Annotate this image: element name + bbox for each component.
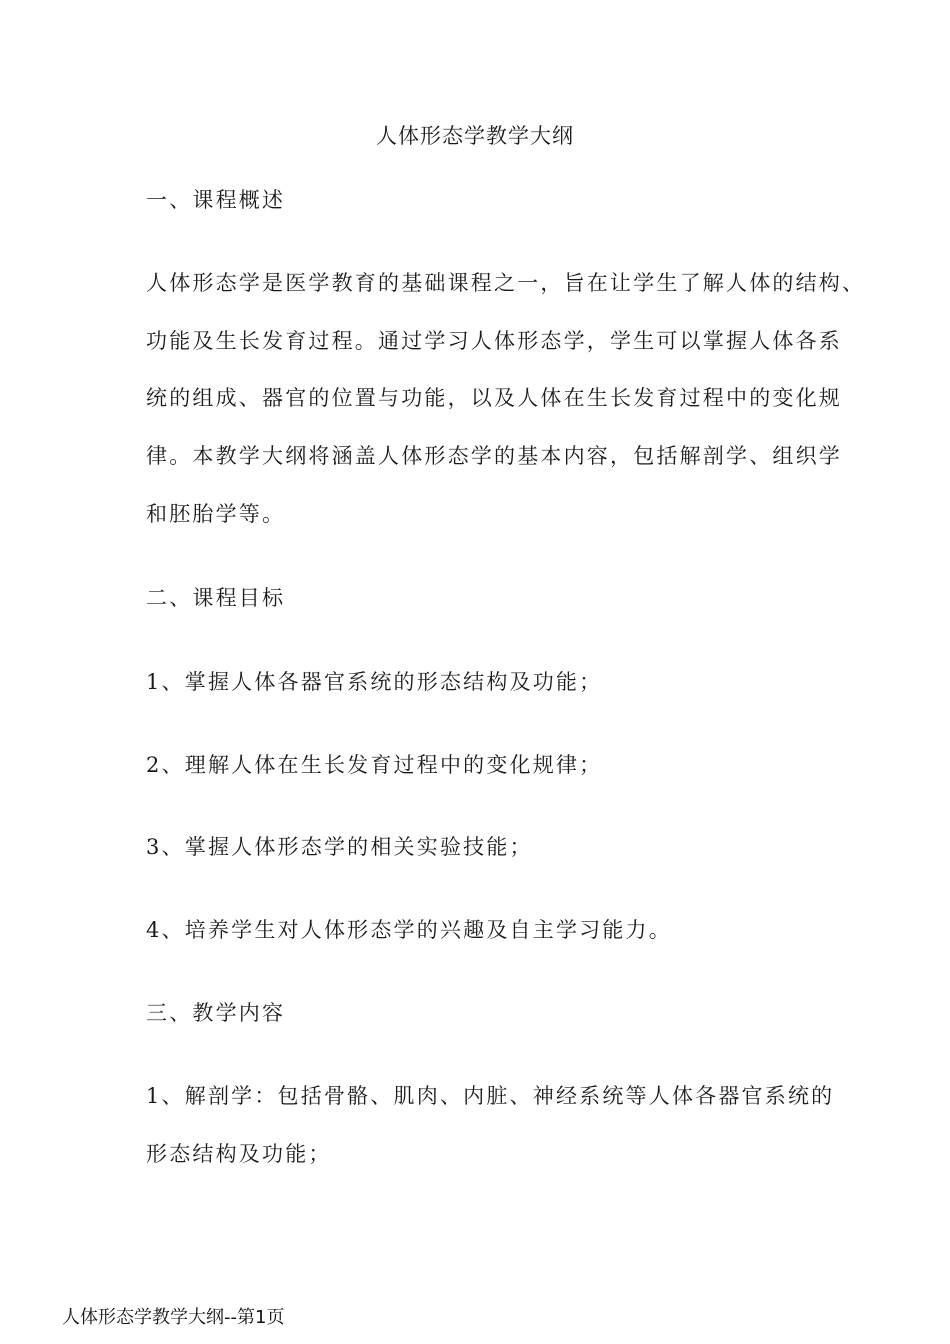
- section-heading-objectives: 二、课程目标: [146, 586, 286, 610]
- overview-paragraph-line: 功能及生长发育过程。通过学习人体形态学，学生可以掌握人体各系: [146, 329, 842, 353]
- objective-item: 1、掌握人体各器官系统的形态结构及功能；: [146, 670, 603, 694]
- content-paragraph-line: 形态结构及功能；: [146, 1142, 332, 1166]
- overview-paragraph-line: 人体形态学是医学教育的基础课程之一，旨在让学生了解人体的结构、: [146, 271, 866, 295]
- overview-paragraph-line: 和胚胎学等。: [146, 502, 286, 526]
- objective-item: 2、理解人体在生长发育过程中的变化规律；: [146, 753, 603, 777]
- page-footer: 人体形态学教学大纲--第1页: [62, 1307, 285, 1328]
- section-heading-content: 三、教学内容: [146, 1001, 286, 1025]
- section-heading-overview: 一、课程概述: [146, 188, 286, 212]
- objective-item: 4、培养学生对人体形态学的兴趣及自主学习能力。: [146, 918, 672, 942]
- document-title: 人体形态学教学大纲: [376, 124, 574, 148]
- overview-paragraph-line: 统的组成、器官的位置与功能，以及人体在生长发育过程中的变化规: [146, 386, 842, 410]
- overview-paragraph-line: 律。本教学大纲将涵盖人体形态学的基本内容，包括解剖学、组织学: [146, 444, 842, 468]
- content-paragraph-line: 1、解剖学：包括骨骼、肌肉、内脏、神经系统等人体各器官系统的: [146, 1084, 835, 1108]
- objective-item: 3、掌握人体形态学的相关实验技能；: [146, 835, 533, 859]
